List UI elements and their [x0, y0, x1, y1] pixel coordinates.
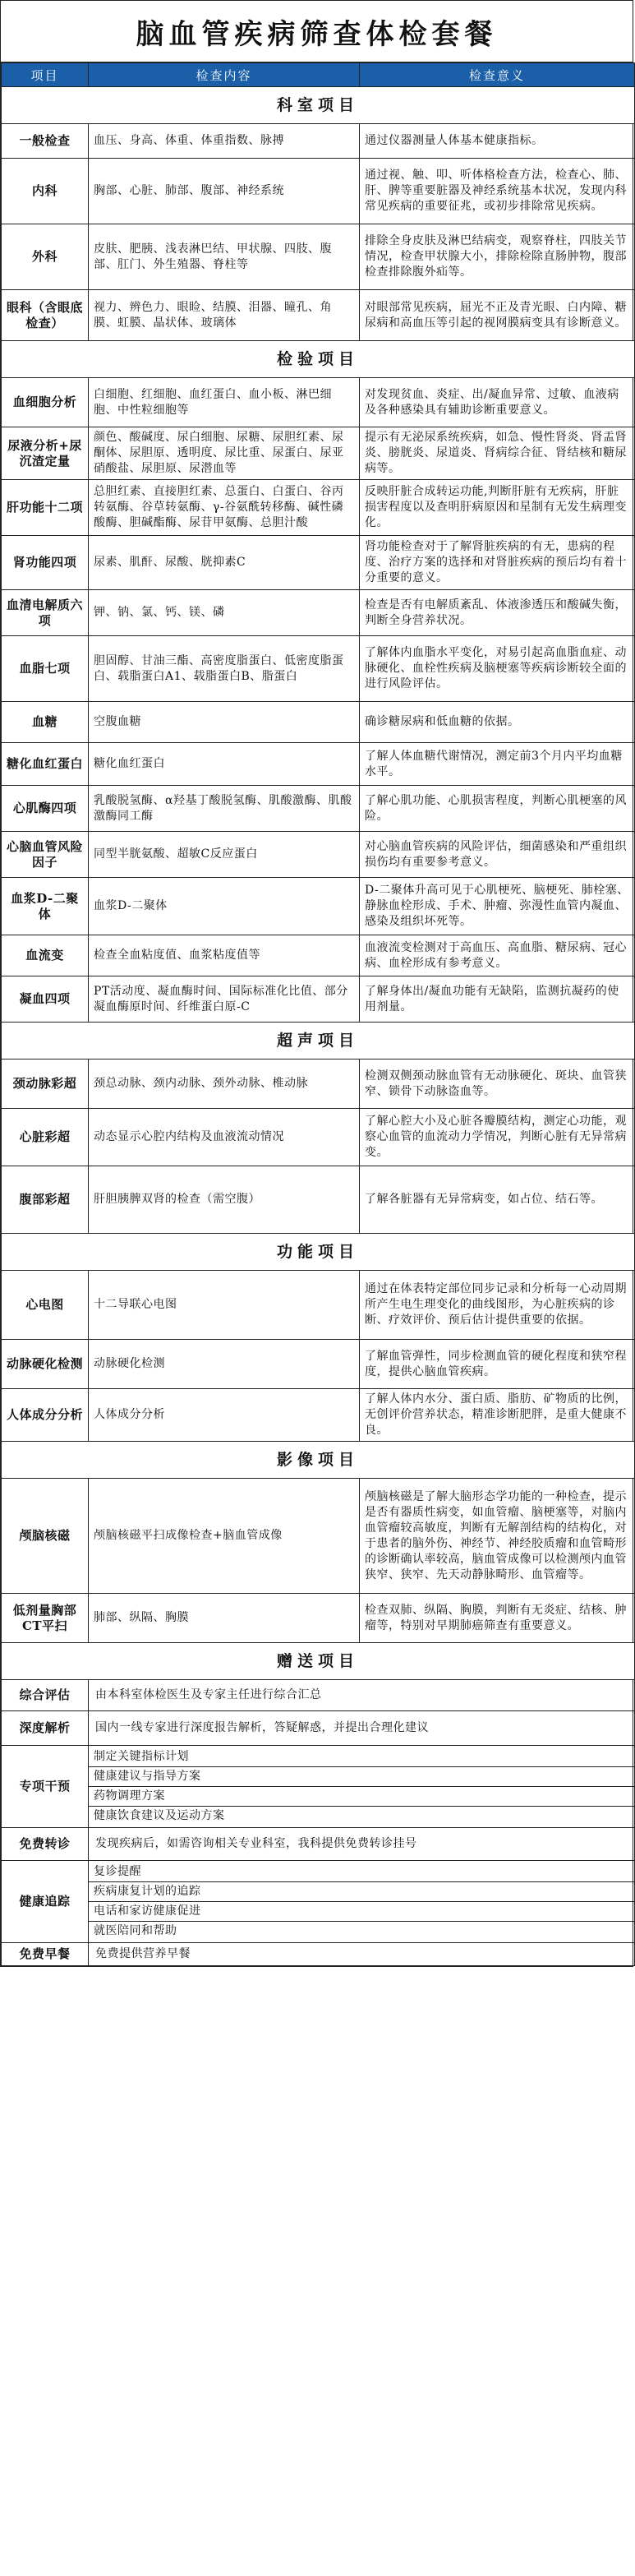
gift-sub-item: 制定关键指标计划: [89, 1747, 634, 1767]
section-title: 超声项目: [2, 1023, 635, 1059]
item-meaning: 检查双肺、纵隔、胸膜，判断有无炎症、结核、肿瘤等，特别对早期肺癌筛查有重要意义。: [360, 1594, 635, 1643]
item-content: PT活动度、凝血酶时间、国际标准化比值、部分凝血酶原时间、纤维蛋白原-C: [89, 976, 360, 1023]
section-title: 影像项目: [2, 1442, 635, 1479]
item-meaning: 颅脑核磁是了解大脑形态学功能的一种检查，提示是否有器质性病变，如血管瘤、脑梗塞等，对脑内血管瘤较高敏度，判断有无解剖结构的结构化，对于患者的脑外伤、神经节、神经胶质瘤和血管畸形的诊断确认率较高，脑血管成像可以检测颅内血管狭窄、狭窄、先天动静脉畸形、血管瘤等。: [360, 1479, 635, 1594]
header-meaning: 检查意义: [360, 63, 635, 87]
item-meaning: 对心脑血管疾病的风险评估，细菌感染和严重组织损伤均有重要参考意义。: [360, 832, 635, 878]
gift-sub-item: 疾病康复计划的追踪: [89, 1882, 634, 1902]
table-row: [2, 1166, 635, 1234]
section-title: 赠送项目: [2, 1643, 635, 1680]
item-meaning: 了解心腔大小及心脏各瓣膜结构，测定心功能，观察心血管的血流动力学情况，判断心脏有无异常病变。: [360, 1109, 635, 1166]
item-meaning: 了解身体出/凝血功能有无缺陷，监测抗凝药的使用剂量。: [360, 976, 635, 1023]
item-content: 人体成分分析: [89, 1389, 360, 1442]
item-content: 肝胆胰脾双肾的检查（需空腹）: [89, 1166, 360, 1234]
table-row: [2, 786, 635, 832]
gift-sub-item: 健康建议与指导方案: [89, 1767, 634, 1787]
header-content: 检查内容: [89, 63, 360, 87]
gift-sub-item: 药物调理方案: [89, 1787, 634, 1807]
item-meaning: D-二聚体升高可见于心肌梗死、脑梗死、肺栓塞、静脉血栓形成、手术、肿瘤、弥漫性血管内凝血、感染及组织坏死等。: [360, 878, 635, 935]
item-meaning: 通过视、触、叩、听体格检查方法，检查心、肺、肝、脾等重要脏器及神经系统基本状况，发现内科常见疾病的重要征兆，或初步排除常见疾病。: [360, 159, 635, 224]
item-name: 肝功能十二项: [2, 480, 89, 536]
item-meaning: 反映肝脏合成转运功能,判断肝脏有无疾病，肝脏损害程度以及查明肝病原因和星制有无发生病理变化。: [360, 480, 635, 536]
item-name: 颅脑核磁: [2, 1479, 89, 1594]
item-content: 同型半胱氨酸、超敏C反应蛋白: [89, 832, 360, 878]
item-name: 血清电解质六项: [2, 590, 89, 636]
table-row: [2, 290, 635, 341]
table-row: [2, 1340, 635, 1389]
item-meaning: 通过在体表特定部位同步记录和分析每一心动周期所产生电生理变化的曲线图形，为心脏疾病的诊断、疗效评价、预后估计提供重要的依据。: [360, 1271, 635, 1340]
gift-item-name: 综合评估: [2, 1680, 89, 1711]
table-row: [2, 636, 635, 702]
item-meaning: 了解人体内水分、蛋白质、脂肪、矿物质的比例，无创评价营养状态，精准诊断肥胖，是重大健康不良。: [360, 1389, 635, 1442]
item-content: 检查全血粘度值、血浆粘度值等: [89, 935, 360, 976]
item-name: 眼科（含眼底检查）: [2, 290, 89, 341]
table-row: [2, 427, 635, 480]
table-row: [2, 378, 635, 427]
item-content: 颅脑核磁平扫成像检查+脑血管成像: [89, 1479, 360, 1594]
table-row: [2, 159, 635, 224]
section-title: 检验项目: [2, 341, 635, 378]
gift-item-name: 免费转诊: [2, 1828, 89, 1861]
item-meaning: 检查是否有电解质紊乱、体液渗透压和酸碱失衡，判断全身营养状况。: [360, 590, 635, 636]
item-name: 一般检查: [2, 124, 89, 159]
section-row: [2, 1643, 635, 1680]
table-row: [2, 976, 635, 1023]
table-row: [2, 1861, 635, 1943]
table-row: [2, 1828, 635, 1861]
section-row: [2, 1234, 635, 1271]
item-meaning: 提示有无泌尿系统疾病，如急、慢性肾炎、肾盂肾炎、膀胱炎、尿道炎、肾病综合征、肾结核和糖尿病等。: [360, 427, 635, 480]
table-row: [2, 1059, 635, 1109]
item-content: 白细胞、红细胞、血红蛋白、血小板、淋巴细胞、中性粒细胞等: [89, 378, 360, 427]
item-content: 空腹血糖: [89, 702, 360, 743]
table-row: [2, 1271, 635, 1340]
table-row: [2, 536, 635, 590]
item-content: 胆固醇、甘油三酯、高密度脂蛋白、低密度脂蛋白、载脂蛋白A1、载脂蛋白B、脂蛋白: [89, 636, 360, 702]
gift-sub-item: 电话和家访健康促进: [89, 1902, 634, 1922]
table-row: [2, 480, 635, 536]
page-title: 脑血管疾病筛查体检套餐: [1, 1, 633, 62]
gift-item-name: 健康追踪: [2, 1861, 89, 1943]
item-name: 腹部彩超: [2, 1166, 89, 1234]
table-row: [2, 1680, 635, 1711]
item-name: 肾功能四项: [2, 536, 89, 590]
item-meaning: 排除全身皮肤及淋巴结病变，观察脊柱，四肢关节情况，检查甲状腺大小，排除检除直肠肿物，腹部检查排除腹外疝等。: [360, 224, 635, 290]
item-name: 血浆D-二聚体: [2, 878, 89, 935]
gift-sub-list: [89, 1861, 635, 1943]
table-row: [2, 702, 635, 743]
item-meaning: 了解各脏器有无异常病变，如占位、结石等。: [360, 1166, 635, 1234]
item-name: 心脏彩超: [2, 1109, 89, 1166]
package-table: [1, 62, 635, 1966]
item-meaning: 血液流变检测对于高血压、高血脂、糖尿病、冠心病、血栓形成有参考意义。: [360, 935, 635, 976]
item-name: 心肌酶四项: [2, 786, 89, 832]
table-row: [2, 1479, 635, 1594]
item-name: 血流变: [2, 935, 89, 976]
table-header-row: [2, 63, 635, 87]
section-row: [2, 341, 635, 378]
gift-item-name: 深度解析: [2, 1711, 89, 1746]
gift-sub-item: 复诊提醒: [89, 1863, 634, 1882]
item-content: 钾、钠、氯、钙、镁、磷: [89, 590, 360, 636]
item-content: 血压、身高、体重、体重指数、脉搏: [89, 124, 360, 159]
item-content: 动脉硬化检测: [89, 1340, 360, 1389]
item-meaning: 了解血管弹性，同步检测血管的硬化程度和狭窄程度，提供心脑血管疾病。: [360, 1340, 635, 1389]
gift-item-name: 专项干预: [2, 1746, 89, 1828]
item-content: 尿素、肌酐、尿酸、胱抑素C: [89, 536, 360, 590]
item-meaning: 对眼部常见疾病，屈光不正及青光眼、白内障、糖尿病和高血压等引起的视网膜病变具有诊断意义。: [360, 290, 635, 341]
header-item: 项目: [2, 63, 89, 87]
item-name: 外科: [2, 224, 89, 290]
item-content: 十二导联心电图: [89, 1271, 360, 1340]
item-name: 颈动脉彩超: [2, 1059, 89, 1109]
item-meaning: 检测双侧颈动脉血管有无动脉硬化、斑块、血管狭窄、锁骨下动脉盗血等。: [360, 1059, 635, 1109]
item-name: 心脑血管风险因子: [2, 832, 89, 878]
table-row: [2, 124, 635, 159]
section-title: 功能项目: [2, 1234, 635, 1271]
item-content: 总胆红素、直接胆红素、总蛋白、白蛋白、谷丙转氨酶、谷草转氨酶、γ-谷氨酰转移酶、碱性磷酸酶、胆碱酯酶、尿苷甲氨酶、总胆汁酸: [89, 480, 360, 536]
item-name: 人体成分分析: [2, 1389, 89, 1442]
item-name: 低剂量胸部CT平扫: [2, 1594, 89, 1643]
gift-sub-item: 就医陪同和帮助: [94, 1924, 177, 1937]
item-content: 胸部、心脏、肺部、腹部、神经系统: [89, 159, 360, 224]
section-row: [2, 1442, 635, 1479]
table-row: [2, 1943, 635, 1966]
gift-sub-item: 健康饮食建议及运动方案: [94, 1809, 225, 1822]
item-name: 糖化血红蛋白: [2, 743, 89, 786]
item-name: 血脂七项: [2, 636, 89, 702]
item-content: 颜色、酸碱度、尿白细胞、尿糖、尿胆红素、尿酮体、尿胆原、透明度、尿比重、尿蛋白、尿亚硝酸盐、尿胆原、尿潜血等: [89, 427, 360, 480]
section-title: 科室项目: [2, 87, 635, 124]
gift-item-name: 免费早餐: [2, 1943, 89, 1966]
item-meaning: 了解人体血糖代谢情况，测定前3个月内平均血糖水平。: [360, 743, 635, 786]
table-row: [2, 1109, 635, 1166]
section-row: [2, 87, 635, 124]
gift-item-text: 由本科室体检医生及专家主任进行综合汇总: [89, 1680, 635, 1711]
table-row: [2, 1711, 635, 1746]
table-row: [2, 1746, 635, 1828]
item-meaning: 肾功能检查对于了解肾脏疾病的有无，患病的程度、治疗方案的选择和对肾脏疾病的预后均有着十分重要的意义。: [360, 536, 635, 590]
item-content: 视力、辨色力、眼睑、结膜、泪器、瞳孔、角膜、虹膜、晶状体、玻璃体: [89, 290, 360, 341]
item-meaning: 通过仪器测量人体基本健康指标。: [360, 124, 635, 159]
item-content: 糖化血红蛋白: [89, 743, 360, 786]
table-row: [2, 224, 635, 290]
item-content: 血浆D-二聚体: [89, 878, 360, 935]
table-row: [2, 743, 635, 786]
table-row: [2, 878, 635, 935]
item-name: 凝血四项: [2, 976, 89, 1023]
item-name: 动脉硬化检测: [2, 1340, 89, 1389]
item-name: 尿液分析+尿沉渣定量: [2, 427, 89, 480]
section-row: [2, 1023, 635, 1059]
item-content: 皮肤、肥胰、浅表淋巴结、甲状腺、四肢、腹部、肛门、外生殖器、脊柱等: [89, 224, 360, 290]
gift-item-text: 发现疾病后，如需咨询相关专业科室，我科提供免费转诊挂号: [89, 1828, 635, 1861]
gift-sub-list: [89, 1746, 635, 1828]
item-name: 心电图: [2, 1271, 89, 1340]
item-content: 动态显示心腔内结构及血液流动情况: [89, 1109, 360, 1166]
gift-item-text: 国内一线专家进行深度报告解析，答疑解惑，并提出合理化建议: [89, 1711, 635, 1746]
item-name: 血细胞分析: [2, 378, 89, 427]
table-row: [2, 832, 635, 878]
item-content: 肺部、纵隔、胸膜: [89, 1594, 360, 1643]
item-name: 内科: [2, 159, 89, 224]
item-meaning: 确诊糖尿病和低血糖的依据。: [360, 702, 635, 743]
item-meaning: 了解心肌功能、心肌损害程度，判断心肌梗塞的风险。: [360, 786, 635, 832]
table-row: [2, 1594, 635, 1643]
item-content: 颈总动脉、颈内动脉、颈外动脉、椎动脉: [89, 1059, 360, 1109]
item-name: 血糖: [2, 702, 89, 743]
gift-item-text: 免费提供营养早餐: [89, 1943, 635, 1966]
item-meaning: 了解体内血脂水平变化，对易引起高血脂血症、动脉硬化、血栓性疾病及脑梗塞等疾病诊断较全面的进行风险评估。: [360, 636, 635, 702]
table-row: [2, 935, 635, 976]
table-row: [2, 590, 635, 636]
table-row: [2, 1389, 635, 1442]
item-content: 乳酸脱氢酶、α羟基丁酸脱氢酶、肌酸激酶、肌酸激酶同工酶: [89, 786, 360, 832]
item-meaning: 对发现贫血、炎症、出/凝血异常、过敏、血液病及各种感染具有辅助诊断重要意义。: [360, 378, 635, 427]
